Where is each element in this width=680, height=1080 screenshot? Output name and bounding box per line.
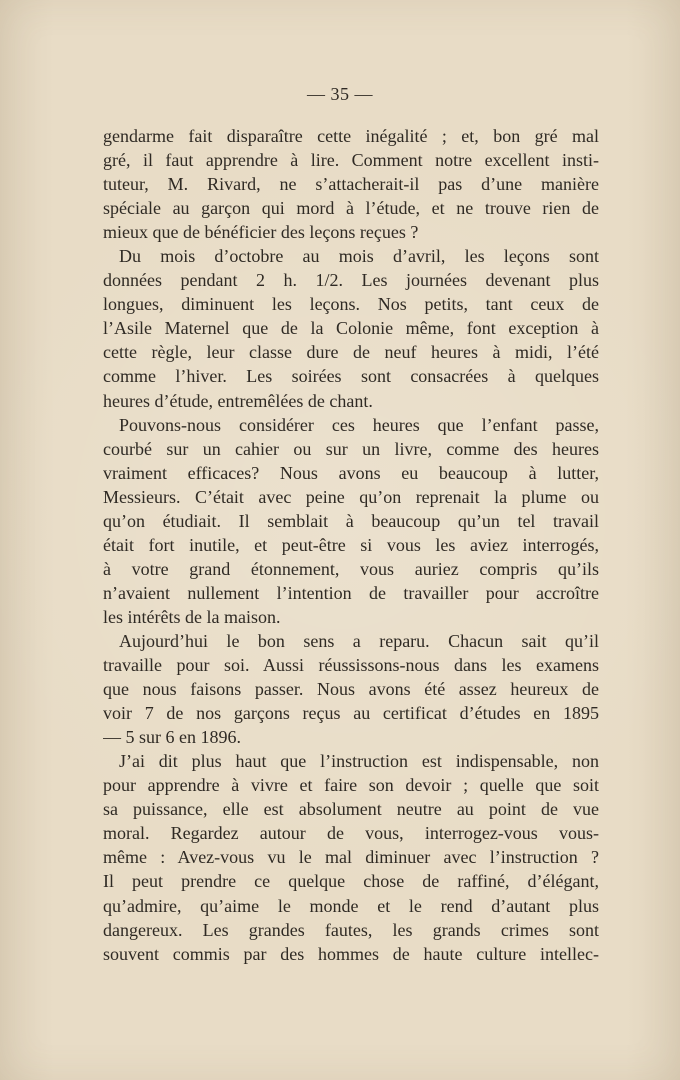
paragraph-start-line: J’ai dit plus haut que l’instruction est indispensable, non — [119, 751, 599, 772]
text-line: Messieurs. C’était avec peine qu’on reprenait la plume ou — [103, 486, 599, 507]
page-number: — 35 — — [307, 84, 373, 104]
text-line: courbé sur un cahier ou sur un livre, comme des heures — [103, 438, 599, 459]
text-line: l’Asile Maternel que de la Colonie même, font exception à — [103, 318, 599, 339]
paragraph-start-line: Pouvons-nous considérer ces heures que l’enfant passe, — [119, 414, 599, 435]
text-line: qu’on étudiait. Il semblait à beaucoup qu’un tel travail — [103, 510, 599, 531]
text-line: que nous faisons passer. Nous avons été assez heureux de — [103, 679, 599, 700]
text-line: gendarme fait disparaître cette inégalité ; et, bon gré mal — [103, 126, 599, 146]
text-line: tuteur, M. Rivard, ne s’attacherait-il pas d’une manière — [103, 174, 599, 195]
text-line: souvent commis par des hommes de haute culture intellec- — [103, 943, 599, 964]
text-line: dangereux. Les grandes fautes, les grands crimes sont — [103, 919, 599, 940]
text-line: qu’admire, qu’aime le monde et le rend d’autant plus — [103, 895, 599, 916]
text-line: données pendant 2 h. 1/2. Les journées devenant plus — [103, 270, 599, 291]
text-line: Il peut prendre ce quelque chose de raffiné, d’élégant, — [103, 871, 599, 892]
text-line: comme l’hiver. Les soirées sont consacrées à quelques — [103, 366, 599, 387]
paragraph-start-line: Aujourd’hui le bon sens a reparu. Chacun sait qu’il — [119, 630, 599, 651]
text-line: sa puissance, elle est absolument neutre au point de vue — [103, 799, 599, 820]
text-line: vraiment efficaces? Nous avons eu beaucoup à lutter, — [103, 462, 599, 483]
text-line: moral. Regardez autour de vous, interrogez-vous vous- — [103, 823, 599, 844]
text-line: n’avaient nullement l’intention de travailler pour accroître — [103, 582, 599, 603]
text-line: les intérêts de la maison. — [103, 606, 281, 627]
text-line: spéciale au garçon qui mord à l’étude, et ne trouve rien de — [103, 198, 599, 219]
text-line: heures d’étude, entremêlées de chant. — [103, 390, 373, 411]
text-line: pour apprendre à vivre et faire son devoir ; quelle que soit — [103, 775, 599, 796]
text-line: — 5 sur 6 en 1896. — [103, 727, 241, 748]
text-line: gré, il faut apprendre à lire. Comment notre excellent insti- — [103, 150, 599, 171]
text-line: mieux que de bénéficier des leçons reçues ? — [103, 222, 419, 243]
text-line: voir 7 de nos garçons reçus au certificat d’études en 1895 — [103, 703, 599, 724]
text-line: cette règle, leur classe dure de neuf heures à midi, l’été — [103, 342, 599, 363]
text-line: même : Avez-vous vu le mal diminuer avec l’instruction ? — [103, 847, 599, 868]
text-line: était fort inutile, et peut-être si vous les aviez interrogés, — [103, 534, 599, 555]
body-text — [103, 124, 599, 966]
text-line: longues, diminuent les leçons. Nos petits, tant ceux de — [103, 294, 599, 315]
paragraph-start-line: Du mois d’octobre au mois d’avril, les leçons sont — [119, 246, 599, 267]
text-line: à votre grand étonnement, vous auriez compris qu’ils — [103, 558, 599, 579]
text-line: travaille pour soi. Aussi réussissons-nous dans les examens — [103, 655, 599, 676]
